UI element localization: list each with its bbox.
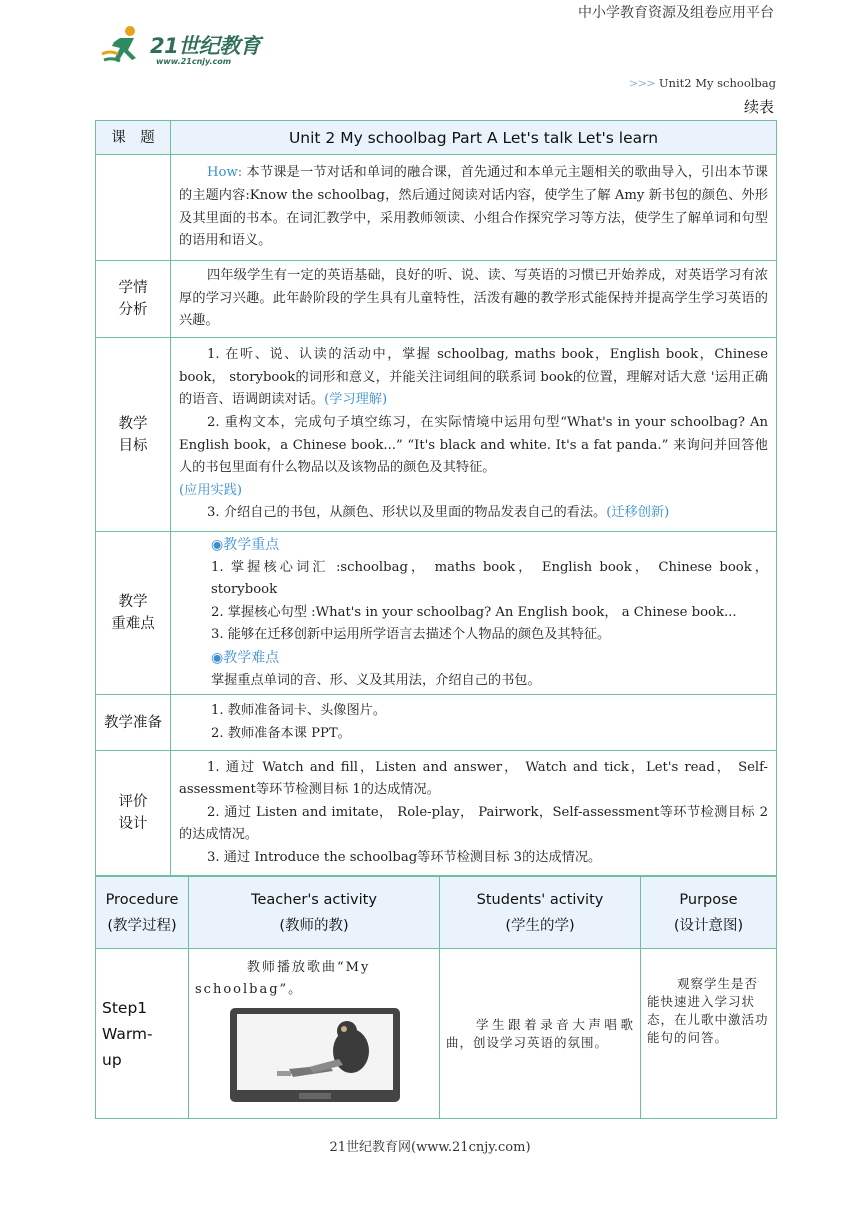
- eval-cell: [171, 751, 777, 876]
- key-2: 2. 掌握核心句型 :What's in your schoolbag? An English book， a Chinese book...: [211, 604, 737, 620]
- analysis-cell: [171, 261, 777, 338]
- goals-label-1: 教学: [118, 415, 148, 432]
- eval-label: [96, 751, 171, 876]
- teacher-activity: 教师播放歌曲“My schoolbag”。: [195, 960, 371, 997]
- header-students: [440, 877, 641, 949]
- header-purpose-cn: (设计意图): [673, 917, 744, 934]
- keypoints-label-2: 重难点: [111, 616, 155, 633]
- diff-1: 掌握重点单词的音、形、义及其用法，介绍自己的书包。: [211, 672, 541, 688]
- site-logo[interactable]: [100, 24, 270, 70]
- students-activity-cell: [440, 949, 641, 1119]
- how-cell: [171, 155, 777, 261]
- eval-2: 2. 通过 Listen and imitate， Role-play， Pairwork，Self-assessment等环节检测目标 2的达成情况。: [179, 804, 768, 843]
- analysis-label-2: 分析: [118, 302, 148, 318]
- how-text: 本节课是一节对话和单词的融合课，首先通过和本单元主题相关的歌曲导入，引出本节课的主题内容:Know the schoolbag，然后通过阅读对话内容，使学生了解 Amy 新书包的颜色、外形及其里面的书本。在词汇教学中，采用教师领读、小组合作探究学习等方法，使学生了解单词和句型的语用和语义。: [179, 165, 768, 249]
- prep-2: 2. 教师准备本课 PPT。: [211, 725, 351, 741]
- goal-1: 1. 在听、说、认读的活动中，掌握 schoolbag, maths book，English book，Chinese book， storybook的词形和意义，并能关注词组间的联系词 book的位置，理解对话大意 '运用正确的语音、语调朗读对话。: [179, 347, 768, 408]
- key-heading: ◉教学重点: [211, 537, 280, 553]
- header-students-en: Students' activity: [476, 891, 604, 908]
- prep-label: 教学准备: [96, 695, 171, 751]
- header-procedure-cn: (教学过程): [107, 917, 177, 934]
- goal-2-tag: (应用实践): [179, 482, 243, 498]
- continued-label: 续表: [743, 98, 774, 116]
- header-teacher-en: Teacher's activity: [251, 891, 377, 908]
- step1-name-1: Warm-: [102, 1024, 153, 1043]
- analysis-label: [96, 261, 171, 338]
- platform-name: 中小学教育资源及组卷应用平台: [578, 5, 774, 21]
- students-activity: 学生跟着录音大声唱歌曲，创设学习英语的氛围。: [446, 1016, 634, 1050]
- diff-heading: ◉教学难点: [211, 649, 280, 666]
- header-students-cn: (学生的学): [505, 917, 575, 934]
- logo-text: 21世纪教育: [150, 34, 261, 58]
- goal-2: 2. 重构文本，完成句子填空练习，在实际情境中运用句型“What's in your schoolbag? An English book，a Chinese book...” “It's black and white. It's a fat panda.” 来询问并回答他人的书包里面有什么物品以及该物品的颜色及其特征。: [179, 414, 768, 476]
- goal-1-tag: (学习理解): [324, 392, 388, 408]
- eval-1: 1. 通过 Watch and fill，Listen and answer， Watch and tick，Let's read， Self-assessment等环节检测目标 1的达成情况。: [179, 759, 768, 798]
- header-purpose: [641, 877, 777, 949]
- purpose-text: 观察学生是否能快速进入学习状态，在儿歌中激活功能句的问答。: [647, 976, 769, 1045]
- goal-3-tag: (迁移创新): [606, 505, 670, 521]
- teacher-activity-cell: [189, 949, 440, 1119]
- goals-cell: [171, 338, 777, 532]
- how-label: How:: [207, 165, 243, 181]
- eval-label-1: 评价: [118, 794, 148, 811]
- tv-screen-image: [229, 1007, 401, 1103]
- step1-cell: [96, 949, 189, 1119]
- header-procedure-en: Procedure: [105, 891, 179, 908]
- purpose-cell: [641, 949, 777, 1119]
- step1-name-2: up: [102, 1050, 122, 1069]
- key-1: 1. 掌握核心词汇 :schoolbag， maths book， English book， Chinese book， storybook: [211, 559, 768, 598]
- keypoints-cell: [171, 532, 777, 695]
- eval-label-2: 设计: [118, 816, 148, 833]
- lesson-plan-table: [95, 120, 777, 876]
- keypoints-label: [96, 532, 171, 695]
- prep-1: 1. 教师准备词卡、头像图片。: [211, 703, 387, 719]
- procedure-table: [95, 876, 777, 1119]
- title-label: 课 题: [96, 121, 171, 155]
- step1-label: Step1: [102, 998, 148, 1017]
- how-label-cell: [96, 155, 171, 261]
- goal-3: 3. 介绍自己的书包，从颜色、形状以及里面的物品发表自己的看法。: [207, 505, 607, 521]
- prep-cell: [171, 695, 777, 751]
- runner-logo-icon: [100, 24, 150, 70]
- footer-link[interactable]: 21世纪教育网(www.21cnjy.com): [329, 1140, 531, 1155]
- header-teacher-cn: (教师的教): [279, 917, 349, 934]
- header-teacher: [189, 877, 440, 949]
- header-purpose-en: Purpose: [679, 891, 738, 908]
- logo-url: www.21cnjy.com: [156, 57, 232, 66]
- key-3: 3. 能够在迁移创新中运用所学语言去描述个人物品的颜色及其特征。: [211, 627, 611, 643]
- header-procedure: [96, 877, 189, 949]
- lesson-title: Unit 2 My schoolbag Part A Let's talk Let's learn: [171, 121, 777, 155]
- chapter-title: Unit2 My schoolbag: [658, 76, 776, 90]
- analysis-text: 四年级学生有一定的英语基础，良好的听、说、读、写英语的习惯已开始养成，对英语学习有浓厚的学习兴趣。此年龄阶段的学生具有儿童特性，活泼有趣的教学形式能保持并提高学生学习英语的兴趣。: [179, 268, 768, 329]
- keypoints-label-1: 教学: [118, 594, 148, 611]
- goals-label-2: 目标: [118, 437, 148, 454]
- goals-label: [96, 338, 171, 532]
- analysis-label-1: 学情: [118, 280, 148, 296]
- chapter-breadcrumb: [629, 76, 776, 90]
- arrows-icon: >>>: [628, 76, 655, 90]
- eval-3: 3. 通过 Introduce the schoolbag等环节检测目标 3的达成情况。: [207, 850, 602, 866]
